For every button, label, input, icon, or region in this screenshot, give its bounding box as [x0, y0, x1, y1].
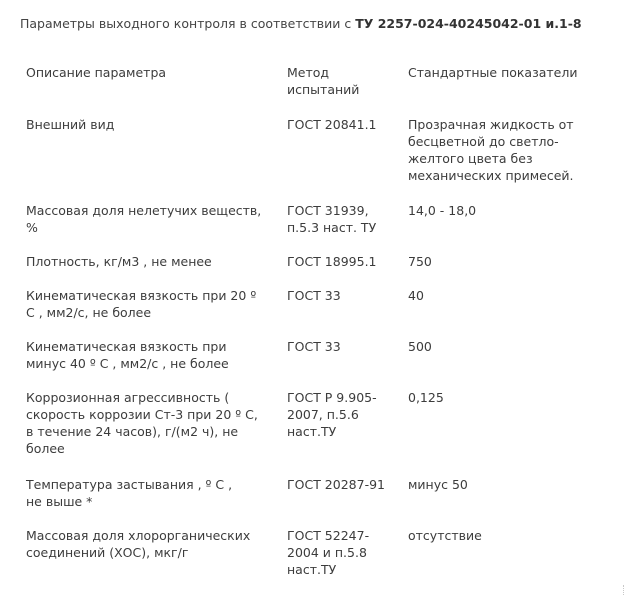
- row-description: Температура застывания , º С , не выше *: [26, 477, 233, 509]
- column-header-description: Описание параметра: [26, 65, 167, 80]
- row-method: ГОСТ 31939, п.5.3 наст. ТУ: [287, 203, 377, 235]
- row-standard-value: 750: [408, 254, 432, 269]
- row-description: Массовая доля хлорорганических соединений (ХОС), мкг/г: [26, 528, 251, 560]
- row-standard-value: 14,0 - 18,0: [408, 203, 477, 218]
- row-standard-value: 0,125: [408, 390, 444, 405]
- row-method: ГОСТ 20841.1: [287, 117, 377, 132]
- row-method: ГОСТ 33: [287, 339, 341, 354]
- row-method: ГОСТ 33: [287, 288, 341, 303]
- row-standard-value: 40: [408, 288, 424, 303]
- spec-number: ТУ 2257-024-40245042-01 и.1-8: [355, 16, 582, 31]
- corner-mark: [623, 585, 630, 595]
- row-standard-value: Прозрачная жидкость от бесцветной до светло-желтого цвета без механических примесей.: [408, 117, 574, 183]
- row-method: ГОСТ Р 9.905-2007, п.5.6 наст.ТУ: [287, 390, 377, 439]
- row-standard-value: 500: [408, 339, 432, 354]
- row-standard-value: отсутствие: [408, 528, 482, 543]
- row-description: Плотность, кг/м3 , не менее: [26, 254, 212, 269]
- page-title: [20, 16, 582, 31]
- row-description: Коррозионная агрессивность ( скорость коррозии Ст-3 при 20 º С, в течение 24 часов), г/(м2 ч), не более: [26, 390, 258, 456]
- heading-prefix: Параметры выходного контроля в соответствии с: [20, 16, 356, 31]
- row-standard-value: минус 50: [408, 477, 468, 492]
- row-description: Массовая доля нелетучих веществ, %: [26, 203, 262, 235]
- column-header-method: Метод испытаний: [287, 65, 360, 97]
- row-description: Кинематическая вязкость при минус 40 º С , мм2/с , не более: [26, 339, 229, 371]
- row-description: Кинематическая вязкость при 20 º С , мм2/с, не более: [26, 288, 257, 320]
- row-method: ГОСТ 18995.1: [287, 254, 377, 269]
- column-header-standard: Стандартные показатели: [408, 65, 578, 80]
- row-method: ГОСТ 20287-91: [287, 477, 385, 492]
- row-method: ГОСТ 52247-2004 и п.5.8 наст.ТУ: [287, 528, 370, 577]
- row-description: Внешний вид: [26, 117, 115, 132]
